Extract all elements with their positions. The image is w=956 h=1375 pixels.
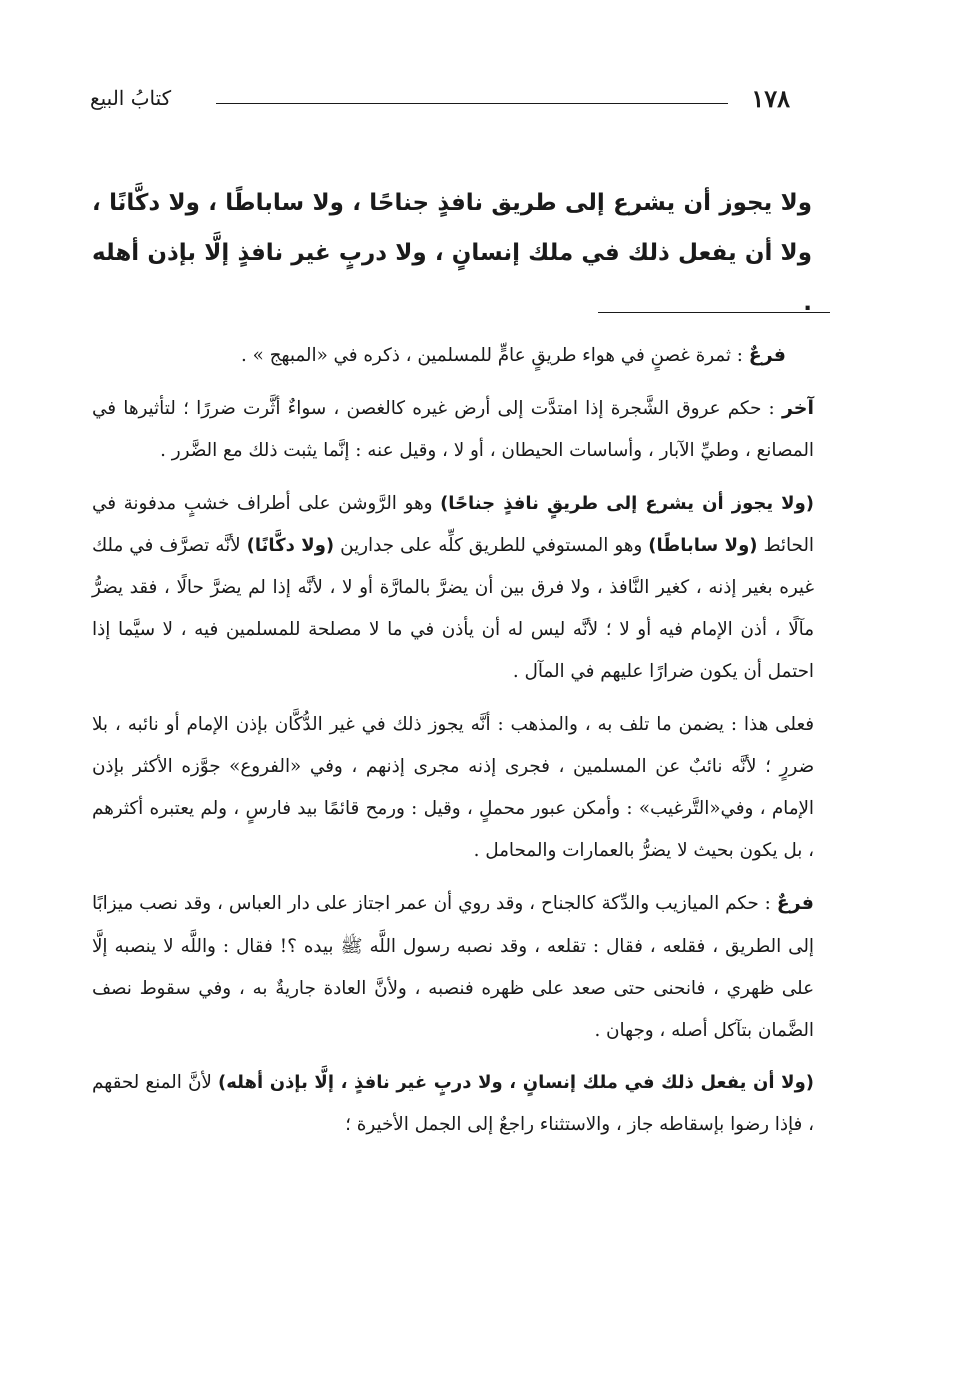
paragraph-janah: [92, 483, 814, 694]
paragraph-text: : حكم الميازيب والدِّكة كالجناح ، وقد روي أن عمر اجتاز على دار العباس ، وقد نصب ميزابًا إلى الطريق ، فقلعه ، فقال : تقلعه ، وقد نصبه رسول اللَّه ﷺ بيده ؟! فقال : واللَّه لا ينصبه إلَّا على ظهري ، فانحنى حتى صعد على ظهره فنصبه ، ولأنَّ العادة جاريةٌ به ، وفي سقوط نصف الضَّمان بتآكل أصله ، وجهان .: [92, 893, 814, 1042]
paragraph-lead: فرعٌ: [776, 892, 814, 915]
paragraph-milk: [92, 1062, 814, 1146]
main-text: ولا يجوز أن يشرع إلى طريق نافذٍ جناحًا ، ولا ساباطًا ، ولا دكَّانًا ، ولا أن يفعل ذلك في ملك إنسانٍ ، ولا دربٍ غير نافذٍ إلَّا بإذن أهله .: [92, 190, 812, 316]
paragraph-text: وهو المستوفي للطريق كلِّه على جدارين: [334, 534, 649, 556]
paragraph-madhhab: [92, 704, 814, 873]
quoted-matn: (ولا دكَّانًا): [246, 534, 335, 556]
paragraph-text: : ثمرة غصنٍ في هواء طريقٍ عامٍّ للمسلمين ، ذكره في «المبهج » .: [240, 345, 749, 366]
paragraph-akhar: [92, 387, 814, 472]
quoted-matn: (ولا ساباطًا): [648, 534, 758, 556]
paragraph-text: وهو الرَّوشن على أطراف خشبٍ مدفونة في الحائط: [92, 492, 814, 556]
page-header: [90, 84, 790, 124]
quoted-matn: (ولا أن يفعل ذلك في ملك إنسانٍ ، ولا دربٍ غير نافذٍ ، إلَّا بإذن أهله): [217, 1072, 814, 1094]
paragraph-text: فعلى هذا : يضمن ما تلف به ، والمذهب : أنَّه يجوز ذلك في غير الدُّكَّان بإذن الإمام أو نائبه ، بلا ضررٍ ؛ لأنَّه نائبٌ عن المسلمين ، فجرى إذنه مجرى إذنهم ، وفي «الفروع» جوَّزه الأكثر بإذن الإمام ، وفي«التَّرغيب» : وأمكن عبور محملٍ ، وقيل : ورمح قائمًا بيد فارسٍ ، ولم يعتبره أكثرهم ، بل يكون بحيث لا يضرُّ بالعمارات والمحامل .: [92, 713, 814, 862]
paragraph-text: لأنَّه تصرَّف في ملك غيره بغير إذنه ، كغير النَّافذ ، ولا فرق بين أن يضرَّ بالمارَّة أو لا ، لأنَّه إذا لم يضرَّ حالًا ، فقد يضرُّ مآلًا ، أذن الإمام فيه أو لا ؛ لأنَّه ليس له أن يأذن في ما لا مصلحة للمسلمين فيه ، لا سيَّما إذا احتمل أن يكون ضرارًا عليهم في المآل .: [92, 534, 814, 683]
paragraph-lead: آخر: [781, 397, 814, 420]
paragraph-text: : حكم عروق الشَّجرة إذا امتدَّت إلى أرض غيره كالغصن ، سواءٌ أثَّرت ضررًا ؛ لتأثيرها في المصانع ، وطيِّ الآبار ، وأساسات الحيطان ، أو لا ، وقيل عنه : إنَّما يثبت ذلك مع الضَّرر .: [92, 398, 814, 462]
paragraph-far3-2: [92, 882, 814, 1052]
paragraph-far3-1: [92, 334, 814, 377]
footnote-separator: [598, 312, 830, 313]
paragraph-text: لأنَّ المنع لحقهم ، فإذا رضوا بإسقاطه جاز ، والاستثناء راجعٌ إلى الجمل الأخيرة ؛: [92, 1072, 814, 1136]
header-rule: [216, 103, 728, 104]
book-title: كتابُ البيع: [90, 86, 172, 110]
page-number: ١٧٨: [751, 84, 790, 113]
quoted-matn: (ولا يجوز أن يشرع إلى طريقٍ نافذٍ جناحًا): [440, 492, 814, 514]
paragraph-lead: فرعٌ: [748, 344, 786, 366]
commentary: [92, 334, 814, 1157]
